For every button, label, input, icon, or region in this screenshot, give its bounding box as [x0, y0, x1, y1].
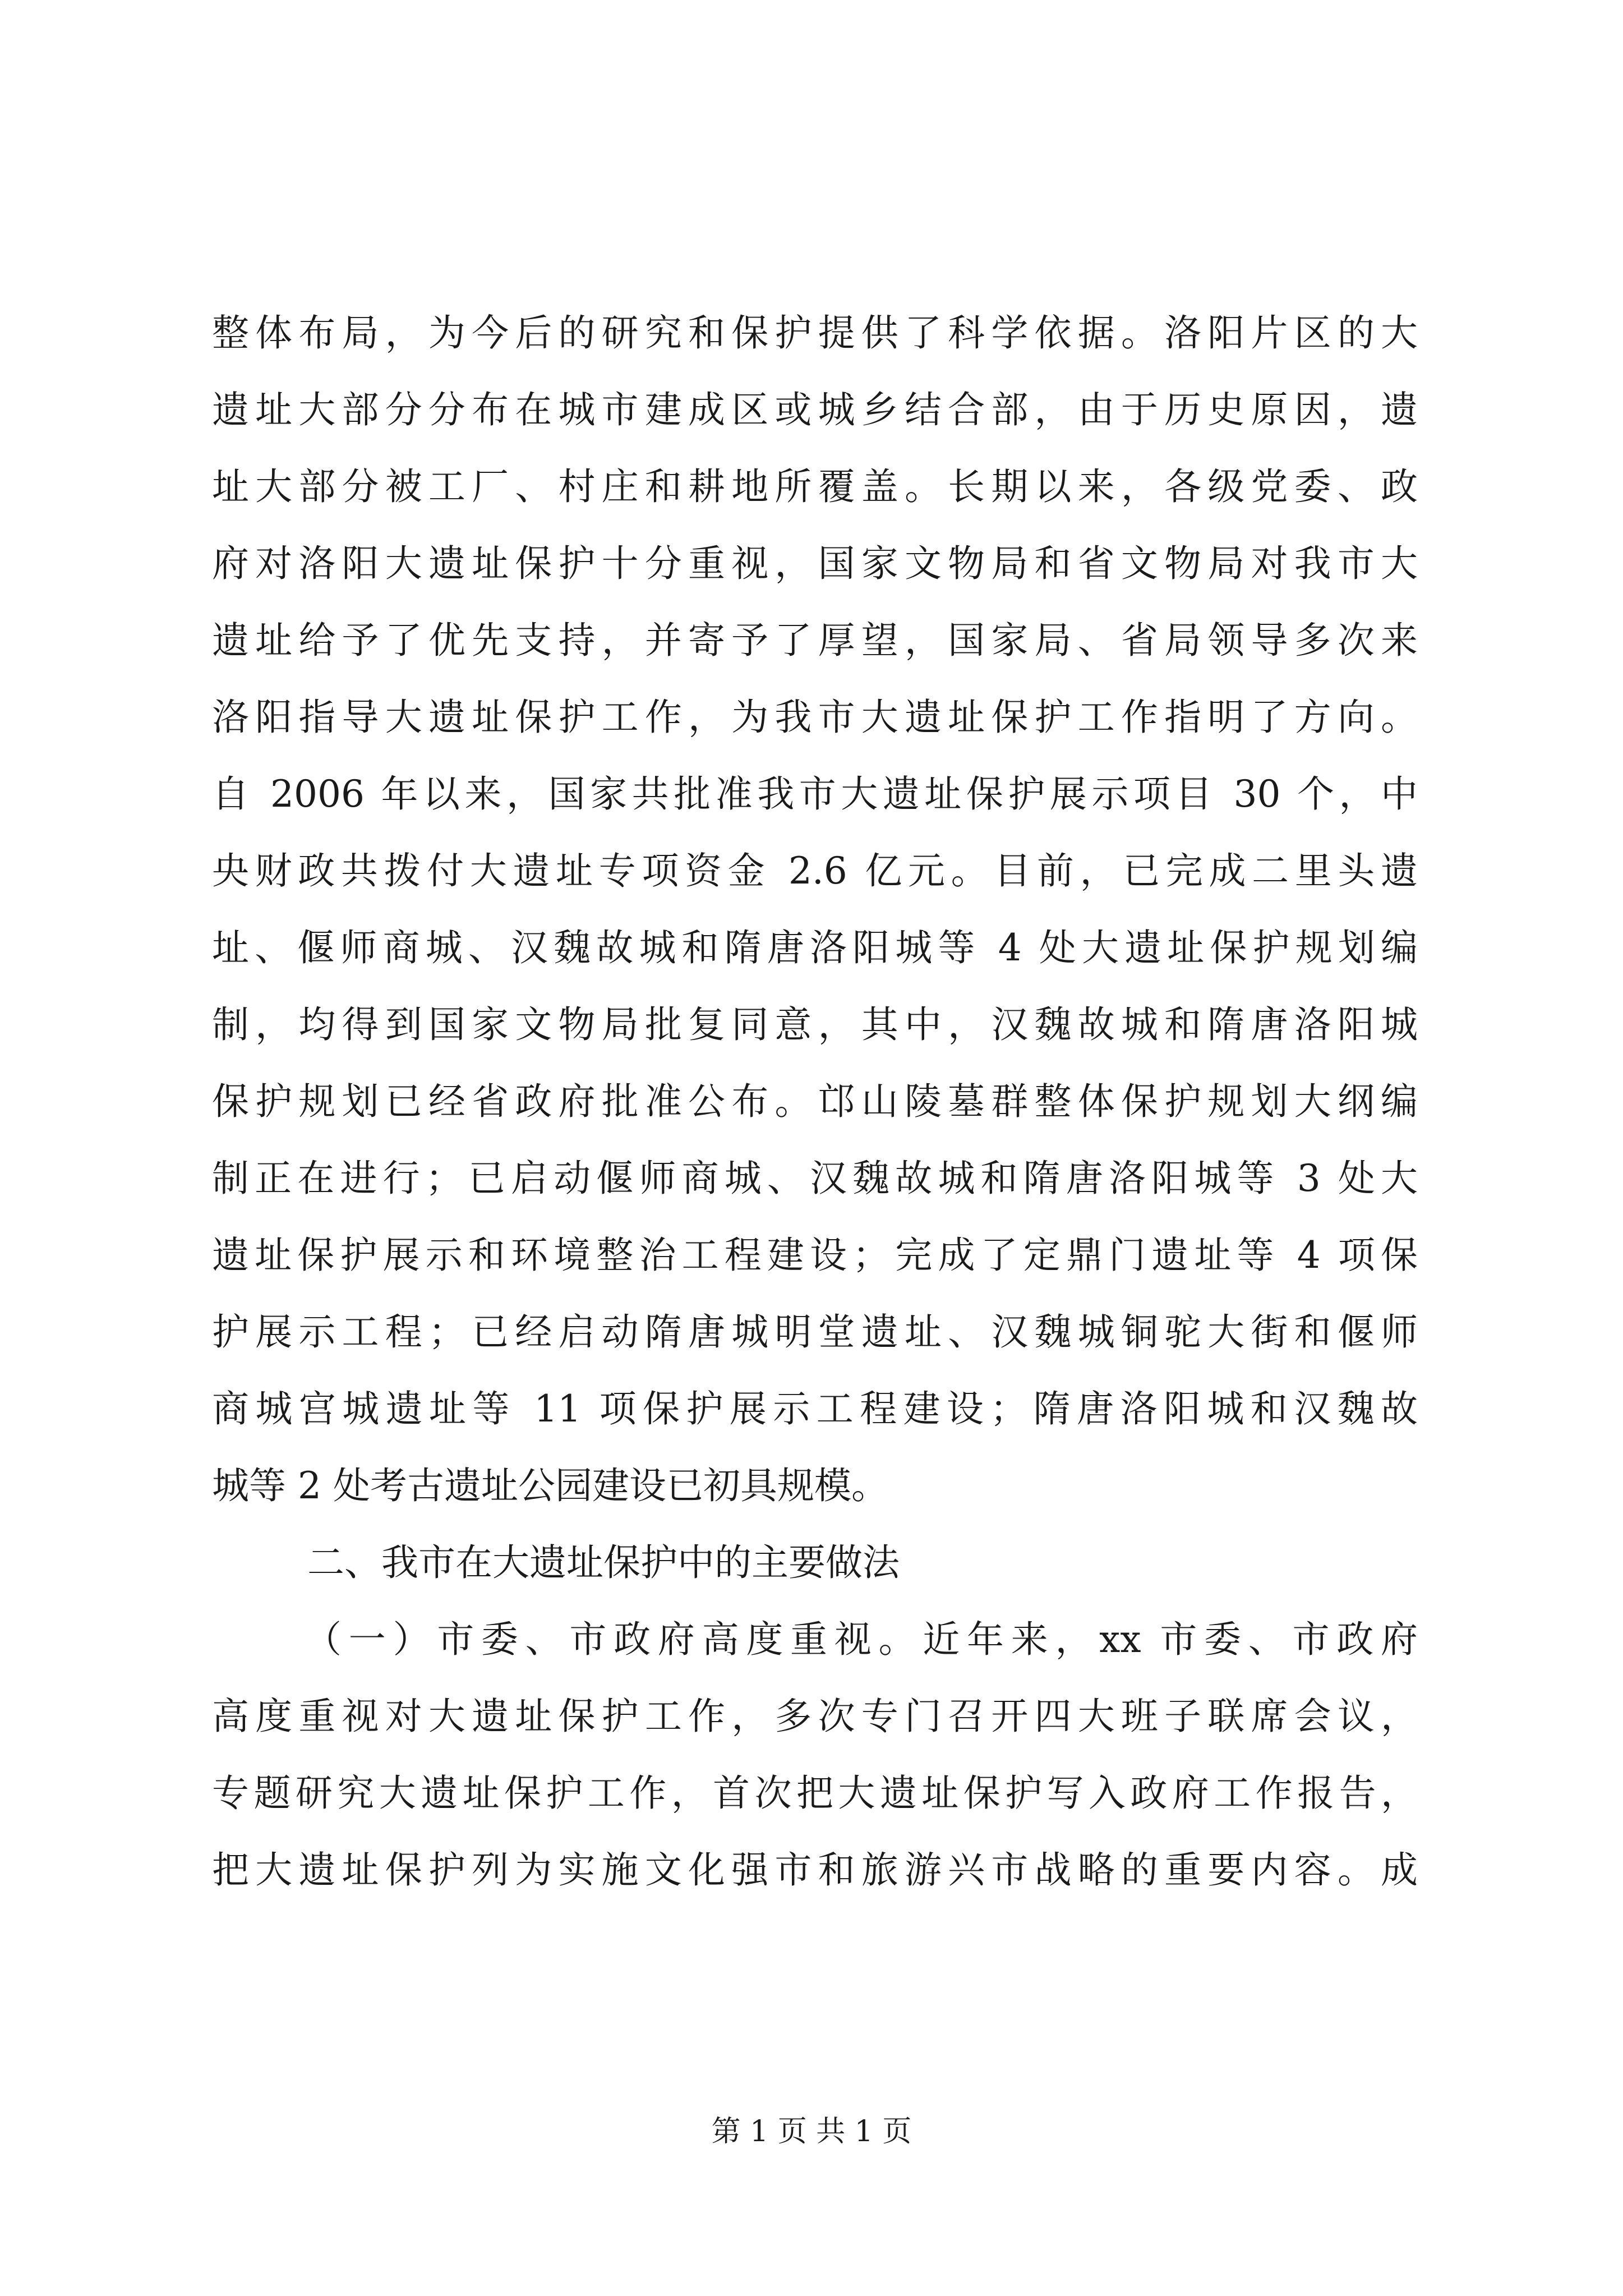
text-line: 制正在进行；已启动偃师商城、汉魏故城和隋唐洛阳城等 3 处大 [212, 1157, 1418, 1200]
text-line: 保护规划已经省政府批准公布。邙山陵墓群整体保护规划大纲编 [212, 1080, 1418, 1123]
text-line: 遗址给予了优先支持，并寄予了厚望，国家局、省局领导多次来 [212, 619, 1418, 662]
text-line: 专题研究大遗址保护工作，首次把大遗址保护写入政府工作报告， [212, 1772, 1418, 1815]
text-line: 遗址保护展示和环境整治工程建设；完成了定鼎门遗址等 4 项保 [212, 1234, 1418, 1277]
text-line: 遗址大部分分布在城市建成区或城乡结合部，由于历史原因，遗 [212, 388, 1418, 431]
page-number-label: 第 1 页 共 1 页 [711, 2115, 912, 2148]
text-line: 制，均得到国家文物局批复同意，其中，汉魏故城和隋唐洛阳城 [212, 1003, 1418, 1046]
text-line: 高度重视对大遗址保护工作，多次专门召开四大班子联席会议， [212, 1695, 1418, 1738]
text-line: 商城宫城遗址等 11 项保护展示工程建设；隋唐洛阳城和汉魏故 [212, 1387, 1418, 1430]
text-line: 整体布局，为今后的研究和保护提供了科学依据。洛阳片区的大 [212, 311, 1418, 355]
text-line: 府对洛阳大遗址保护十分重视，国家文物局和省文物局对我市大 [212, 542, 1418, 585]
document-body [212, 295, 1418, 1908]
text-line: 洛阳指导大遗址保护工作，为我市大遗址保护工作指明了方向。 [212, 696, 1418, 739]
text-line: 把大遗址保护列为实施文化强市和旅游兴市战略的重要内容。成 [212, 1848, 1418, 1892]
page-footer [0, 2109, 1623, 2154]
paragraph-end-line: 城等 2 处考古遗址公园建设已初具规模。 [212, 1464, 888, 1507]
text-line: 自 2006 年以来，国家共批准我市大遗址保护展示项目 30 个，中 [212, 772, 1418, 816]
subsection-heading-line: （一）市委、市政府高度重视。近年来，xx 市委、市政府 [305, 1618, 1418, 1661]
text-line: 护展示工程；已经启动隋唐城明堂遗址、汉魏城铜驼大街和偃师 [212, 1310, 1418, 1354]
text-line: 央财政共拨付大遗址专项资金 2.6 亿元。目前，已完成二里头遗 [212, 849, 1418, 892]
text-line: 址大部分被工厂、村庄和耕地所覆盖。长期以来，各级党委、政 [212, 465, 1418, 508]
text-line: 址、偃师商城、汉魏故城和隋唐洛阳城等 4 处大遗址保护规划编 [212, 926, 1418, 969]
section-heading: 二、我市在大遗址保护中的主要做法 [307, 1541, 900, 1584]
